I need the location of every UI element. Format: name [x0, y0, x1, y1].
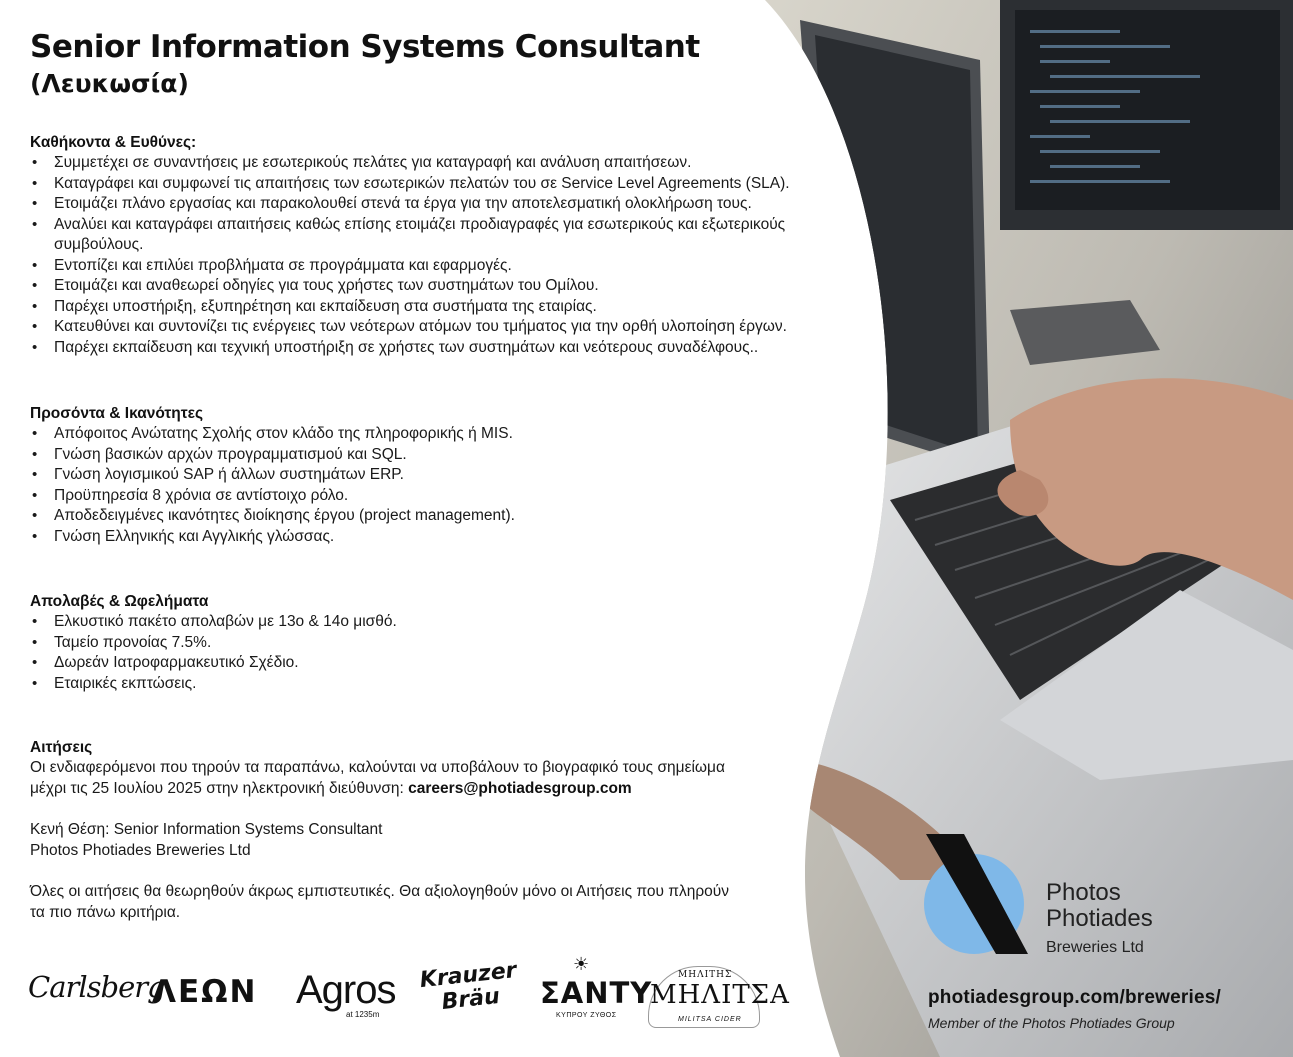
- duties-heading: Καθήκοντα & Ευθύνες:: [30, 134, 197, 151]
- list-item: • Κατευθύνει και συντονίζει τις ενέργειες των νεότερων ατόμων του τμήματος για την ορθή υλοποίηση έργων.: [30, 317, 870, 338]
- benefits-section: [30, 592, 870, 694]
- list-item: • Απόφοιτος Ανώτατης Σχολής στον κλάδο της πληροφορικής ή MIS.: [30, 424, 870, 445]
- benefits-heading: Απολαβές & Ωφελήματα: [30, 593, 209, 610]
- careers-email-link[interactable]: careers@photiadesgroup.com: [408, 779, 632, 797]
- list-item: • Δωρεάν Ιατροφαρμακευτικό Σχέδιο.: [30, 653, 870, 674]
- militsa-logo-top: ΜΗΛΙΤΗΣ: [678, 970, 733, 980]
- logo-line2: Photiades: [1046, 905, 1153, 932]
- duties-section: [30, 133, 870, 358]
- applications-deadline: μέχρι τις 25 Ιουλίου 2025 στην ηλεκτρονική διεύθυνση:: [30, 779, 409, 797]
- carlsberg-logo: Carlsberg: [28, 970, 165, 1004]
- agros-logo: Agros: [296, 968, 396, 1012]
- confidential-note-line1: Όλες οι αιτήσεις θα θεωρηθούν άκρως εμπιστευτικές. Θα αξιολογηθούν μόνο οι Αιτήσεις που πληρούν: [30, 883, 729, 900]
- header: [30, 28, 870, 100]
- logo-line3: Breweries Ltd: [1046, 939, 1144, 956]
- photiades-logo-text: [1046, 880, 1153, 932]
- duties-list: [30, 153, 870, 358]
- list-item: • Αποδεδειγμένες ικανότητες διοίκησης έργου (project management).: [30, 506, 870, 527]
- benefits-list: [30, 612, 870, 694]
- member-note: Member of the Photos Photiades Group: [928, 1015, 1175, 1031]
- applications-heading: Αιτήσεις: [30, 739, 93, 756]
- list-item: • Γνώση Ελληνικής και Αγγλικής γλώσσας.: [30, 527, 870, 548]
- list-item: • Συμμετέχει σε συναντήσεις με εσωτερικούς πελάτες για καταγραφή και ανάλυση απαιτήσεων.: [30, 153, 870, 174]
- company-line: Photos Photiades Breweries Ltd: [30, 841, 251, 859]
- militsa-logo-sub: MILITSA CIDER: [678, 1016, 742, 1023]
- list-item: • Εντοπίζει και επιλύει προβλήματα σε προγράμματα και εφαρμογές.: [30, 256, 870, 277]
- qualifications-section: [30, 404, 870, 547]
- list-item: • Προϋπηρεσία 8 χρόνια σε αντίστοιχο ρόλο.: [30, 486, 870, 507]
- list-item: • Γνώση βασικών αρχών προγραμματισμού και SQL.: [30, 445, 870, 466]
- krauzer-logo-line2: Bräu: [440, 983, 501, 1015]
- job-location: (Λευκωσία): [30, 69, 189, 98]
- list-item: • Αναλύει και καταγράφει απαιτήσεις καθώς επίσης ετοιμάζει προδιαγραφές για εσωτερικούς και εξωτερικούς συμβούλους.: [30, 215, 850, 256]
- list-item: • Ελκυστικό πακέτο απολαβών με 13ο & 14ο μισθό.: [30, 612, 870, 633]
- list-item: • Καταγράφει και συμφωνεί τις απαιτήσεις των εσωτερικών πελατών του σε Service Level Agreements (SLA).: [30, 174, 870, 195]
- applications-section: [30, 738, 870, 923]
- list-item: • Παρέχει εκπαίδευση και τεχνική υποστήριξη σε χρήστες των συστημάτων και νεότερους συναδέλφους..: [30, 338, 870, 359]
- santy-logo-sub: ΚΥΠΡΟΥ ΖΥΘΟΣ: [556, 1012, 617, 1019]
- santy-logo: ΣΑΝΤΥ: [540, 976, 653, 1010]
- website-link[interactable]: photiadesgroup.com/breweries/: [928, 987, 1221, 1008]
- list-item: • Ετοιμάζει πλάνο εργασίας και παρακολουθεί στενά τα έργα για την αποτελεσματική ολοκλήρωση τους.: [30, 194, 870, 215]
- leon-logo: ΛΕΩΝ: [152, 974, 258, 1010]
- vacancy-line: Κενή Θέση: Senior Information Systems Consultant: [30, 821, 383, 838]
- job-title: Senior Information Systems Consultant: [30, 29, 700, 65]
- list-item: • Παρέχει υποστήριξη, εξυπηρέτηση και εκπαίδευση στα συστήματα της εταιρίας.: [30, 297, 870, 318]
- qualifications-heading: Προσόντα & Ικανότητες: [30, 405, 204, 422]
- list-item: • Ταμείο προνοίας 7.5%.: [30, 633, 870, 654]
- militsa-logo: ΜΗΛΙΤΣΑ: [650, 980, 790, 1010]
- krauzer-logo-line1: Krauzer: [418, 958, 518, 994]
- list-item: • Γνώση λογισμικού SAP ή άλλων συστημάτων ERP.: [30, 465, 870, 486]
- krauzer-brau-logo: [419, 959, 520, 1017]
- logo-line1: Photos: [1046, 879, 1121, 906]
- list-item: • Εταιρικές εκπτώσεις.: [30, 674, 870, 695]
- applications-text-line1: Οι ενδιαφερόμενοι που τηρούν τα παραπάνω, καλούνται να υποβάλουν το βιογραφικό τους σημείωμα: [30, 759, 725, 776]
- brand-logos: [28, 954, 790, 1033]
- agros-logo-sub: at 1235m: [346, 1010, 380, 1019]
- applications-text-line2: [30, 779, 870, 800]
- list-item: • Ετοιμάζει και αναθεωρεί οδηγίες για τους χρήστες των συστημάτων του Ομίλου.: [30, 276, 870, 297]
- confidential-note-line2: τα πιο πάνω κριτήρια.: [30, 903, 181, 921]
- qualifications-list: [30, 424, 870, 547]
- sun-icon: ☀: [573, 954, 590, 974]
